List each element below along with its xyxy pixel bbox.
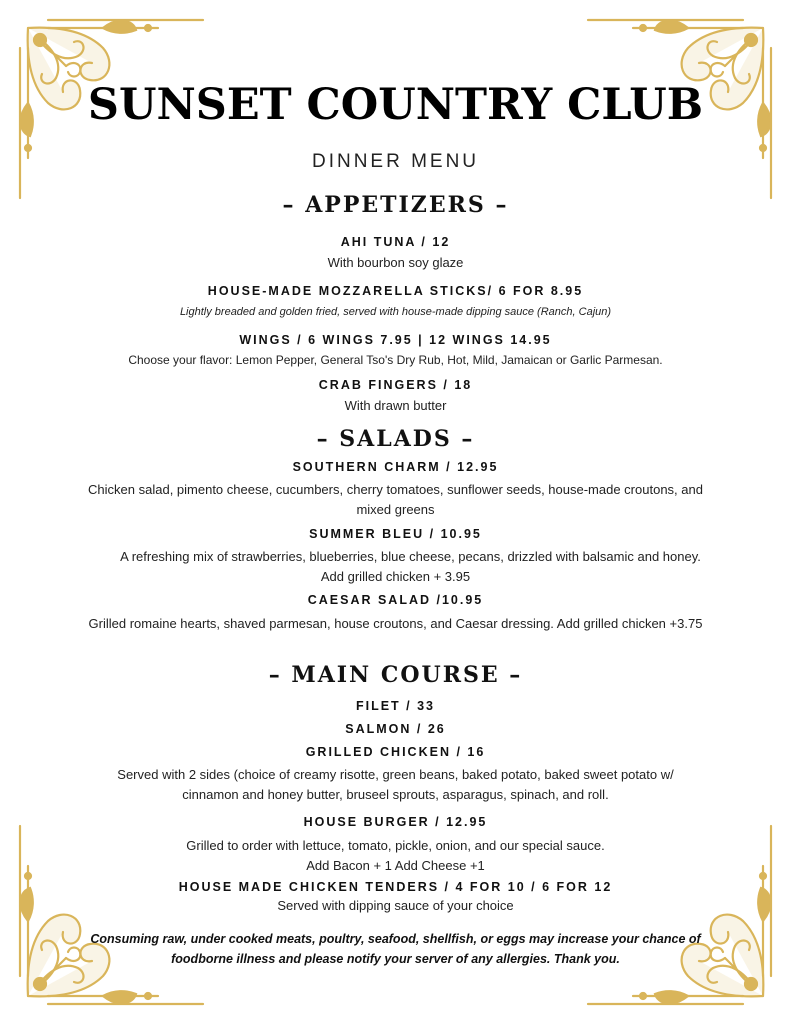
menu-item-name: CRAB FINGERS / 18 — [318, 378, 473, 392]
menu-item-name: AHI TUNA / 12 — [340, 235, 451, 249]
page-title: SUNSET COUNTRY CLUB — [87, 80, 704, 130]
health-notice: Consuming raw, under cooked meats, poultry, seafood, shellfish, or eggs may increase your chance of foodborne illness and please notify your server of any allergies. Thank you. — [90, 932, 701, 966]
menu-item-description: Grilled romaine hearts, shaved parmesan, house croutons, and Caesar dressing. Add grilled chicken +3.75 — [88, 616, 703, 631]
menu-item-description: Choose your flavor: Lemon Pepper, General Tso's Dry Rub, Hot, Mild, Jamaican or Garlic Parmesan. — [128, 353, 663, 367]
menu-item-name: HOUSE BURGER / 12.95 — [303, 815, 488, 829]
section-heading-appetizers: – APPETIZERS – — [282, 192, 509, 218]
menu-item-description: Served with 2 sides (choice of creamy risotte, green beans, baked potato, baked sweet potato w/ cinnamon and honey butter, bruseel sprouts, asparagus, spinach, and roll. — [117, 767, 674, 802]
menu-item-name: SUMMER BLEU / 10.95 — [309, 527, 482, 541]
menu-item-name: SALMON / 26 — [345, 722, 446, 736]
menu-item-description: With bourbon soy glaze — [327, 255, 464, 270]
menu-item-description: Grilled to order with lettuce, tomato, pickle, onion, and our special sauce. — [186, 838, 605, 853]
section-heading-main-course: – MAIN COURSE – — [268, 662, 523, 688]
menu-item-name: WINGS / 6 WINGS 7.95 | 12 WINGS 14.95 — [239, 333, 552, 347]
section-heading-salads: – SALADS – — [316, 426, 475, 452]
menu-item-name: CAESAR SALAD /10.95 — [307, 593, 484, 607]
menu-item-addon: Add grilled chicken + 3.95 — [320, 569, 471, 584]
menu-item-description: Served with dipping sauce of your choice — [277, 898, 514, 913]
menu-item-name: GRILLED CHICKEN / 16 — [305, 745, 486, 759]
menu-item-description: With drawn butter — [344, 398, 447, 413]
menu-item-addon: Add Bacon + 1 Add Cheese +1 — [306, 858, 485, 873]
menu-item-description: Lightly breaded and golden fried, served with house-made dipping sauce (Ranch, Cajun) — [179, 306, 612, 318]
menu-item-name: HOUSE MADE CHICKEN TENDERS / 4 FOR 10 / 6 FOR 12 — [178, 880, 613, 894]
menu-item-description: Chicken salad, pimento cheese, cucumbers, cherry tomatoes, sunflower seeds, house-made croutons, and mixed greens — [88, 482, 703, 517]
menu-item-description: A refreshing mix of strawberries, blueberries, blue cheese, pecans, drizzled with balsamic and honey. — [120, 549, 701, 564]
menu-item-name: FILET / 33 — [355, 699, 436, 713]
menu-item-name: SOUTHERN CHARM / 12.95 — [292, 460, 499, 474]
menu-item-name: HOUSE-MADE MOZZARELLA STICKS/ 6 FOR 8.95 — [207, 284, 584, 298]
menu-subtitle: DINNER MENU — [311, 151, 480, 172]
